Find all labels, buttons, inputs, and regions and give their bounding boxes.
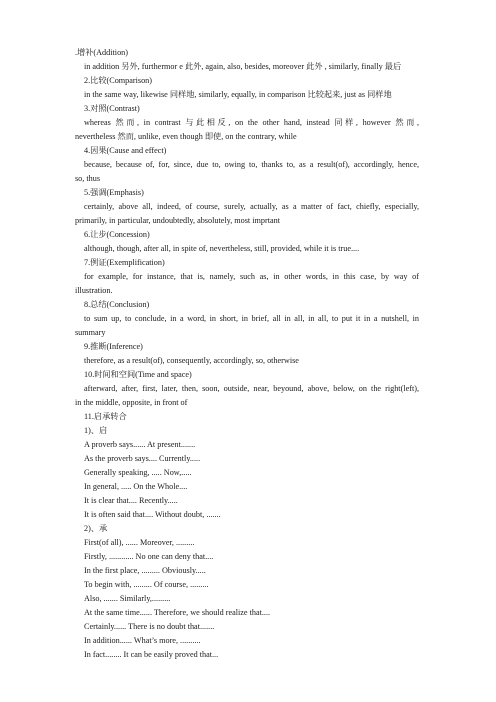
- section-body-line: in the middle, opposite, in front of: [75, 398, 188, 407]
- section-body-line: to sum up, to conclude, in a word, in short, in brief, all in all, in all, to put it in a nutshell, in: [84, 314, 419, 323]
- section-heading: 11.启承转合: [84, 412, 127, 421]
- phrase-line: As the proverb says.... Currently.....: [84, 454, 201, 463]
- section-body-line: whereas 然而, in contrast 与此相反, on the other hand, instead 同样, however 然而,: [84, 118, 419, 127]
- phrase-line: Certainly...... There is no doubt that.......: [84, 622, 215, 631]
- section-heading: 6.让步(Concession): [84, 230, 150, 239]
- section-body-line: illustration.: [75, 286, 113, 295]
- section-body-line: certainly, above all, indeed, of course, surely, actually, as a matter of fact, chiefly, especially,: [84, 202, 419, 211]
- section-heading: 3.对照(Contrast): [84, 104, 140, 113]
- section-body-line: afterward, after, first, later, then, soon, outside, near, beyound, above, below, on the right(left),: [84, 384, 419, 393]
- phrase-line: In addition...... What’s more, ..........: [84, 636, 201, 645]
- phrase-line: At the same time...... Therefore, we should realize that....: [84, 608, 271, 617]
- section-heading: .增补(Addition): [75, 48, 128, 57]
- subsection-label: 2)、承: [84, 524, 108, 533]
- phrase-line: Also, ....... Similarly,.........: [84, 594, 171, 603]
- section-body-line: summary: [75, 328, 106, 337]
- section-body-line: because, because of, for, since, due to, owing to, thanks to, as a result(of), accordingly, hence,: [84, 160, 419, 169]
- phrase-line: Generally speaking, ..... Now,.....: [84, 468, 192, 477]
- section-heading: 4.因果(Cause and effect): [84, 146, 167, 155]
- phrase-line: In the first place, ......... Obviously.....: [84, 566, 206, 575]
- phrase-line: To begin with, ......... Of course, .........: [84, 580, 209, 589]
- section-heading: 2.比较(Comparison): [84, 76, 152, 85]
- section-body-line: nevertheless 然而, unlike, even though 即使, on the contrary, while: [75, 132, 297, 141]
- section-body-line: primarily, in particular, undoubtedly, absolutely, most imprtant: [75, 216, 280, 225]
- phrase-line: In general, ..... On the Whole....: [84, 482, 188, 491]
- phrase-line: A proverb says...... At present.......: [84, 440, 196, 449]
- phrase-line: First(of all), ...... Moreover, .........: [84, 538, 195, 547]
- section-heading: 5.强调(Emphasis): [84, 188, 144, 197]
- subsection-label: 1)、启: [84, 426, 108, 435]
- phrase-line: It is often said that.... Without doubt, .......: [84, 510, 221, 519]
- section-body-line: although, though, after all, in spite of, nevertheless, still, provided, while it is true....: [84, 244, 360, 253]
- phrase-line: It is clear that.... Recently.....: [84, 496, 178, 505]
- section-body-line: in addition 另外, furthermor e 此外, again, also, besides, moreover 此外 , similarly, finally 最后: [84, 62, 402, 71]
- phrase-line: In fact........ It can be easily proved that...: [84, 650, 219, 659]
- section-heading: 7.例证(Exemplification): [84, 258, 165, 267]
- section-heading: 10.时间和空间(Time and space): [84, 370, 192, 379]
- section-body-line: therefore, as a result(of), consequently, accordingly, so, otherwise: [84, 356, 299, 365]
- section-body-line: in the same way, likewise 同样地, similarly, equally, in comparison 比较起来, just as 同样地: [84, 90, 392, 99]
- phrase-line: Firstly, ............ No one can deny that....: [84, 552, 214, 561]
- section-body-line: so, thus: [75, 174, 101, 183]
- section-heading: 9.推断(Inference): [84, 342, 143, 351]
- section-body-line: for example, for instance, that is, namely, such as, in other words, in this case, by way of: [84, 272, 419, 281]
- section-heading: 8.总结(Conclusion): [84, 300, 150, 309]
